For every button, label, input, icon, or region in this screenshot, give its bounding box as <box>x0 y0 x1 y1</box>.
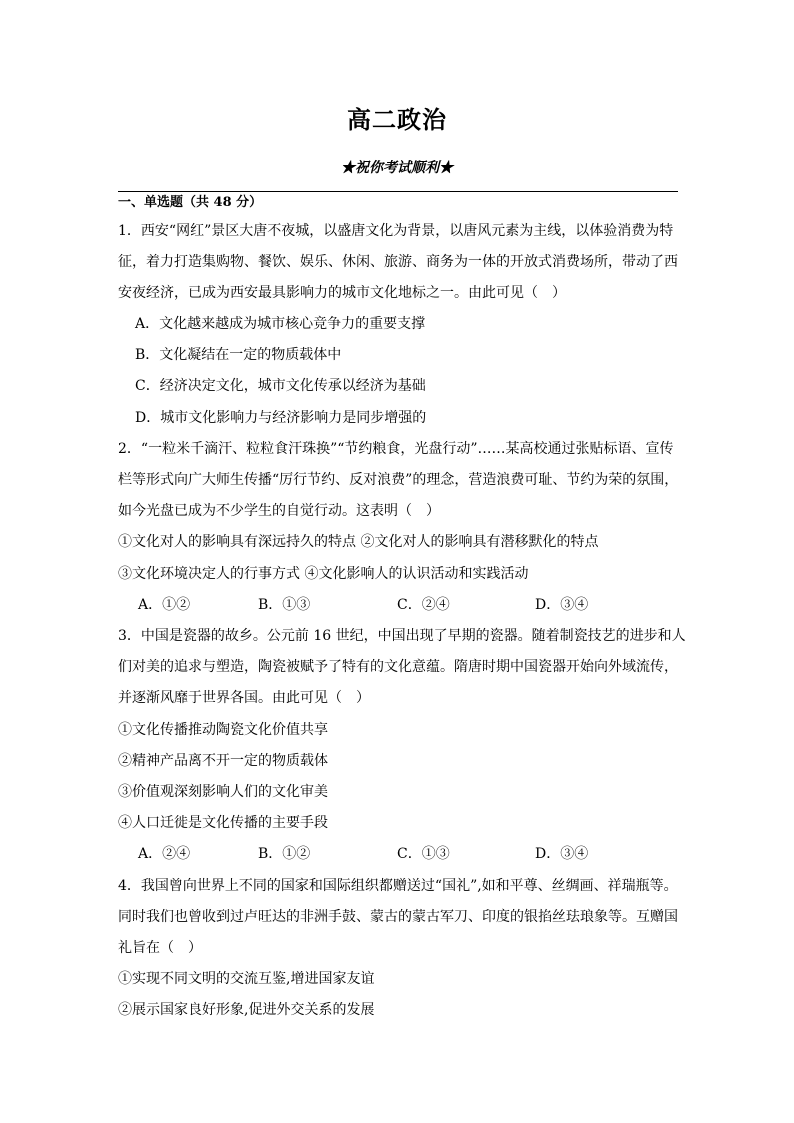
page-title: 高二政治 <box>347 105 447 134</box>
question-3-statement-3: ③价值观深刻影响人们的文化审美 <box>118 784 328 800</box>
question-3-option-b: B．①② <box>258 846 311 862</box>
question-4-line-1: 4．我国曾向世界上不同的国家和国际组织都赠送过“国礼”,如和平尊、丝绸画、祥瑞瓶等。 <box>118 878 678 894</box>
question-2-statement-1: ①文化对人的影响具有深远持久的特点 ②文化对人的影响具有潜移默化的特点 <box>118 534 599 550</box>
question-2-option-d: D．③④ <box>535 597 589 613</box>
question-1-line-3: 安夜经济，已成为西安最具影响力的城市文化地标之一。由此可见（ ） <box>118 285 566 301</box>
question-1-option-c: C．经济决定文化，城市文化传承以经济为基础 <box>135 378 426 394</box>
question-1-line-2: 征，着力打造集购物、餐饮、娱乐、休闲、旅游、商务为一体的开放式消费场所，带动了西 <box>118 254 678 270</box>
question-2-option-c: C．②④ <box>397 597 450 613</box>
question-1-option-d: D．城市文化影响力与经济影响力是同步增强的 <box>135 410 427 426</box>
question-1-option-b: B．文化凝结在一定的物质载体中 <box>135 347 342 363</box>
question-2-line-3: 如今光盘已成为不少学生的自觉行动。这表明（ ） <box>118 503 440 519</box>
question-4-line-3: 礼旨在（ ） <box>118 940 202 956</box>
question-2-option-b: B．①③ <box>258 597 311 613</box>
question-3-option-c: C．①③ <box>397 846 450 862</box>
question-3-line-3: 并逐渐风靡于世界各国。由此可见（ ） <box>118 690 370 706</box>
question-1-option-a: A．文化越来越成为城市核心竞争力的重要支撑 <box>135 316 426 332</box>
question-3-option-d: D．③④ <box>535 846 589 862</box>
question-4-statement-1: ①实现不同文明的交流互鉴,增进国家友谊 <box>118 971 375 987</box>
question-3-statement-4: ④人口迁徙是文化传播的主要手段 <box>118 815 328 831</box>
question-2-line-2: 栏等形式向广大师生传播“厉行节约、反对浪费”的理念，营造浪费可耻、节约为荣的氛围， <box>118 472 679 488</box>
question-3-statement-2: ②精神产品离不开一定的物质载体 <box>118 753 328 769</box>
question-1-line-1: 1．西安“网红”景区大唐不夜城，以盛唐文化为背景，以唐风元素为主线，以体验消费为特 <box>118 223 674 239</box>
question-2-option-a: A．①② <box>138 597 191 613</box>
question-2-statement-2: ③文化环境决定人的行事方式 ④文化影响人的认识活动和实践活动 <box>118 566 529 582</box>
question-3-line-2: 们对美的追求与塑造，陶瓷被赋予了特有的文化意蕴。隋唐时期中国瓷器开始向外域流传， <box>118 659 678 675</box>
question-3-option-a: A．②④ <box>138 846 191 862</box>
section-heading: 一、单选题（共 48 分） <box>118 195 263 210</box>
question-3-statement-1: ①文化传播推动陶瓷文化价值共享 <box>118 722 328 738</box>
question-4-line-2: 同时我们也曾收到过卢旺达的非洲手鼓、蒙古的蒙古军刀、印度的银掐丝珐琅象等。互赠国 <box>118 909 678 925</box>
question-2-line-1: 2．“一粒米千滴汗、粒粒食汗珠换”“节约粮食，光盘行动”……某高校通过张贴标语、宣传 <box>118 441 674 457</box>
question-4-statement-2: ②展示国家良好形象,促进外交关系的发展 <box>118 1002 375 1018</box>
question-3-line-1: 3．中国是瓷器的故乡。公元前 16 世纪，中国出现了早期的瓷器。随着制瓷技艺的进步和人 <box>118 628 686 644</box>
header-divider <box>118 191 678 192</box>
exam-wish: ★祝你考试顺利★ <box>341 160 453 176</box>
